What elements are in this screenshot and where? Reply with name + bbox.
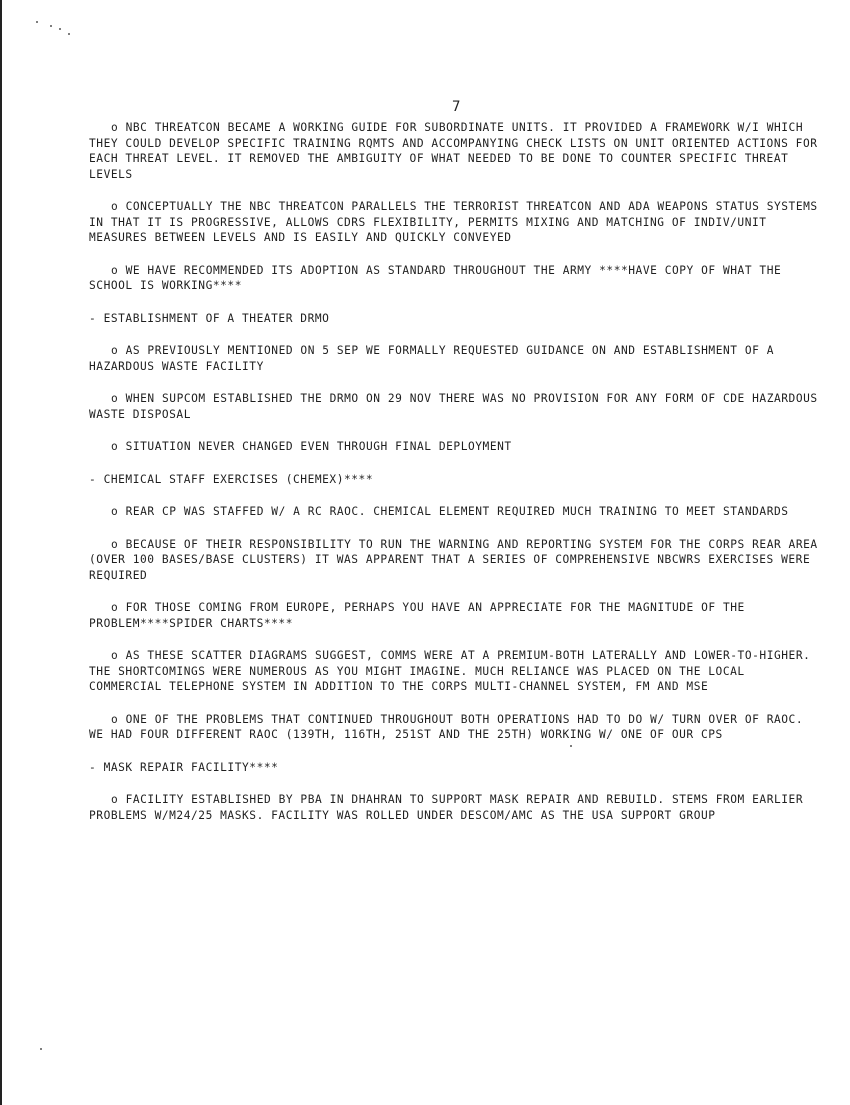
scan-speck — [59, 28, 61, 30]
scan-speck — [50, 25, 52, 27]
paragraph-mask-facility: o FACILITY ESTABLISHED BY PBA IN DHAHRAN TO SUPPORT MASK REPAIR AND REBUILD. STEMS FROM EARLIER PROBLEMS W/M24/25 MASKS. FACILITY WAS ROLLED UNDER DESCOM/AMC AS THE USA SUPPORT GROUP — [89, 793, 804, 822]
paragraph-supcom-drmo: o WHEN SUPCOM ESTABLISHED THE DRMO ON 29 NOV THERE WAS NO PROVISION FOR ANY FORM OF CDE HAZARDOUS WASTE DISPOSAL — [89, 392, 818, 421]
paragraph-threatcon-guide: o NBC THREATCON BECAME A WORKING GUIDE FOR SUBORDINATE UNITS. IT PROVIDED A FRAMEWORK W/I WHICH THEY COULD DEVELOP SPECIFIC TRAINING RQMTS AND ACCOMPANYING CHECK LISTS ON UNIT ORIENTED ACTIONS FOR EACH THREAT LEVEL. IT REMOVED THE AMBIGUITY OF WHAT NEEDED TO BE DONE TO COUNTER SPECIFIC THREAT LEVELS — [89, 121, 818, 181]
paragraph-situation-unchanged: o SITUATION NEVER CHANGED EVEN THROUGH FINAL DEPLOYMENT — [111, 440, 512, 453]
section-heading-drmo: - ESTABLISHMENT OF A THEATER DRMO — [89, 311, 330, 325]
paragraph-threatcon-parallels: o CONCEPTUALLY THE NBC THREATCON PARALLELS THE TERRORIST THREATCON AND ADA WEAPONS STATUS SYSTEMS IN THAT IT IS PROGRESSIVE, ALLOWS CDRS FLEXIBILITY, PERMITS MIXING AND MATCHING OF INDIV/UNIT MEASURES BETWEEN LEVELS AND IS EASILY AND QUICKLY CONVEYED — [89, 200, 818, 244]
paragraph-rear-cp: o REAR CP WAS STAFFED W/ A RC RAOC. CHEMICAL ELEMENT REQUIRED MUCH TRAINING TO MEET STANDARDS — [111, 505, 789, 518]
paragraph-hazardous-waste-request: o AS PREVIOUSLY MENTIONED ON 5 SEP WE FORMALLY REQUESTED GUIDANCE ON AND ESTABLISHMENT OF A HAZARDOUS WASTE FACILITY — [89, 344, 774, 373]
paragraph-adoption-recommended: o WE HAVE RECOMMENDED ITS ADOPTION AS STANDARD THROUGHOUT THE ARMY ****HAVE COPY OF WHAT THE SCHOOL IS WORKING**** — [89, 263, 782, 292]
scan-speck — [36, 21, 38, 23]
paragraph-nbcwrs-exercises: o BECAUSE OF THEIR RESPONSIBILITY TO RUN THE WARNING AND REPORTING SYSTEM FOR THE CORPS REAR AREA (OVER 100 BASES/BASE CLUSTERS) IT WAS APPARENT THAT A SERIES OF COMPREHENSIVE NBCWRS EXERCISES WERE REQUIRED — [89, 537, 818, 582]
section-heading-chemex: - CHEMICAL STAFF EXERCISES (CHEMEX)**** — [89, 472, 374, 486]
section-heading-mask-repair: - MASK REPAIR FACILITY**** — [89, 760, 279, 774]
page-number: 7 — [452, 99, 461, 115]
scan-speck — [40, 1048, 42, 1050]
document-body — [89, 120, 824, 840]
scan-edge-line — [0, 0, 2, 1105]
paragraph-europe-magnitude: o FOR THOSE COMING FROM EUROPE, PERHAPS YOU HAVE AN APPRECIATE FOR THE MAGNITUDE OF THE PROBLEM****SPIDER CHARTS**** — [89, 601, 745, 630]
scan-speck — [68, 33, 70, 35]
paragraph-raoc-turnover: o ONE OF THE PROBLEMS THAT CONTINUED THROUGHOUT BOTH OPERATIONS HAD TO DO W/ TURN OVER OF RAOC. WE HAD FOUR DIFFERENT RAOC (139TH, 116TH, 251ST AND THE 25TH) WORKING W/ ONE OF OUR CPS — [89, 712, 804, 741]
paragraph-comms-premium: o AS THESE SCATTER DIAGRAMS SUGGEST, COMMS WERE AT A PREMIUM-BOTH LATERALLY AND LOWER-TO-HIGHER. THE SHORTCOMINGS WERE NUMEROUS AS YOU MIGHT IMAGINE. MUCH RELIANCE WAS PLACED ON THE LOCAL COMMERCIAL TELEPHONE SYSTEM IN ADDITION TO THE CORPS MULTI-CHANNEL SYSTEM, FM AND MSE — [89, 649, 811, 693]
